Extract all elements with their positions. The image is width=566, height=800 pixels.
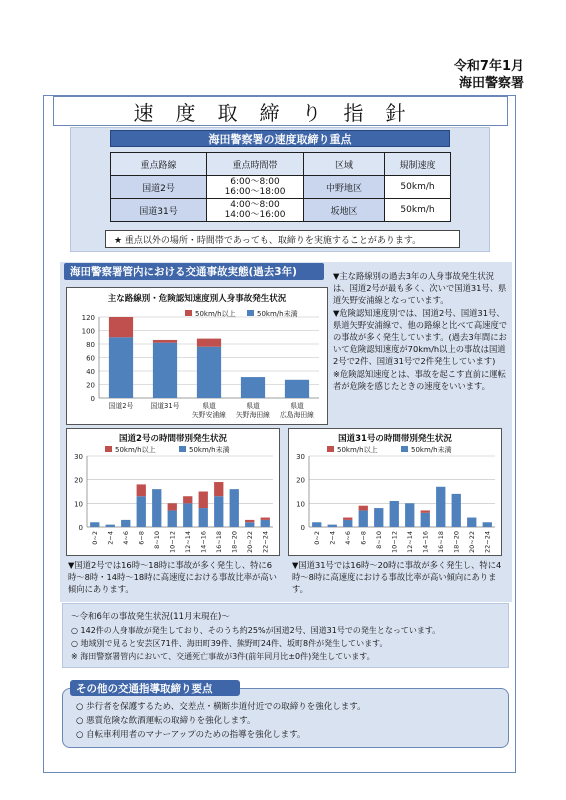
route-cell: 国道31号 xyxy=(111,199,207,222)
route-cell: 国道2号 xyxy=(111,176,207,199)
bar-segment xyxy=(261,520,270,527)
accident-heading: 海田警察署管内における交通事故実態(過去3年) xyxy=(64,263,324,280)
station-name: 海田警察署 xyxy=(458,76,524,91)
x-tick-label: 広島海田線 xyxy=(280,411,314,419)
bar-segment xyxy=(137,496,146,527)
route-chart-svg xyxy=(67,288,327,424)
issue-date: 令和7年1月 xyxy=(453,59,524,74)
legend-label: 50km/h未満 xyxy=(189,446,230,454)
y-tick-label: 10 xyxy=(296,500,305,509)
x-tick-label: 20~22 xyxy=(245,531,254,553)
x-tick-label: 20~22 xyxy=(467,531,476,553)
area-cell: 坂地区 xyxy=(304,199,385,222)
x-tick-label: 10~12 xyxy=(168,531,177,553)
bar-segment xyxy=(390,501,399,527)
bar-segment xyxy=(106,525,115,527)
y-tick-label: 20 xyxy=(296,476,305,485)
enforcement-item: ○ 自転車利用者のマナーアップのための指導を強化します。 xyxy=(76,730,306,740)
status-item: ○ 142件の人身事故が発生しており、そのうち約25%が国道2号、国道31号での発生となっています。 xyxy=(71,626,441,635)
bar-segment xyxy=(197,347,221,398)
chart-title: 国道31号の時間帯別発生状況 xyxy=(338,434,452,444)
route2-chart xyxy=(66,428,280,556)
bar-segment xyxy=(483,522,492,527)
bar-segment xyxy=(109,317,133,337)
enforcement-item: ○ 悪質危険な飲酒運転の取締りを強化します。 xyxy=(76,716,256,726)
status-section xyxy=(62,603,509,668)
x-tick-label: 6~8 xyxy=(137,531,146,545)
x-tick-label: 0~2 xyxy=(90,531,99,545)
col-area: 区域 xyxy=(304,153,385,176)
bar-segment xyxy=(197,339,221,347)
time-slot-1: 4:00～8:00 xyxy=(230,200,280,210)
x-tick-label: 22~24 xyxy=(483,531,492,553)
time-slot-1: 6:00～8:00 xyxy=(230,177,280,187)
x-tick-label: 矢野安浦線 xyxy=(192,411,226,419)
route31-chart-svg xyxy=(289,429,501,555)
x-tick-label: 12~14 xyxy=(183,531,192,553)
bar-segment xyxy=(359,506,368,511)
bar-segment xyxy=(285,380,309,398)
x-tick-label: 14~16 xyxy=(199,531,208,553)
route2-chart-svg xyxy=(67,429,279,555)
x-tick-label: 18~20 xyxy=(452,531,461,553)
legend-swatch xyxy=(401,446,408,452)
x-tick-label: 16~18 xyxy=(214,531,223,553)
time-cell xyxy=(207,176,304,199)
x-tick-label: 12~14 xyxy=(405,531,414,553)
bar-segment xyxy=(452,494,461,527)
y-tick-label: 30 xyxy=(74,453,83,461)
area-cell: 中野地区 xyxy=(304,176,385,199)
bar-segment xyxy=(90,522,99,527)
route2-caption: ▼国道2号では16時～18時に事故が多く発生し、特に6時～8時・14時～18時に高速度における事故比率が高い傾向にあります。 xyxy=(68,560,277,594)
focus-note: ★ 重点以外の場所・時間帯であっても、取締りを実施することがあります。 xyxy=(105,230,460,248)
bar-segment xyxy=(168,510,177,527)
col-time: 重点時間帯 xyxy=(207,153,304,176)
bar-segment xyxy=(343,520,352,527)
x-tick-label: 10~12 xyxy=(390,531,399,553)
y-tick-label: 20 xyxy=(74,476,83,485)
bar-segment xyxy=(183,503,192,527)
enforcement-item: ○ 歩行者を保護するため、交差点・横断歩道付近での取締りを強化します。 xyxy=(76,702,366,712)
legend-swatch xyxy=(247,310,254,316)
x-tick-label: 県道 xyxy=(202,402,216,410)
bar-segment xyxy=(467,518,476,527)
legend-swatch xyxy=(105,446,112,452)
y-tick-label: 0 xyxy=(78,524,83,532)
x-tick-label: 2~4 xyxy=(106,531,115,545)
y-tick-label: 120 xyxy=(81,314,95,322)
bar-segment xyxy=(153,340,177,343)
bar-segment xyxy=(421,513,430,527)
x-tick-label: 8~10 xyxy=(374,531,383,549)
y-tick-label: 40 xyxy=(86,368,95,376)
legend-label: 50km/h未満 xyxy=(257,310,298,318)
x-tick-label: 矢野海田線 xyxy=(236,411,270,419)
bar-segment xyxy=(421,510,430,512)
chart-title: 主な路線別・危険認知速度別人身事故発生状況 xyxy=(107,294,287,304)
y-tick-label: 80 xyxy=(86,341,95,349)
y-tick-label: 20 xyxy=(86,381,95,390)
x-tick-label: 4~6 xyxy=(343,531,352,545)
x-tick-label: 0~2 xyxy=(312,531,321,545)
legend-swatch xyxy=(327,446,334,452)
bar-segment xyxy=(153,343,177,398)
table-header-row xyxy=(111,153,451,176)
bar-segment xyxy=(214,496,223,527)
legend-swatch xyxy=(179,446,186,452)
bar-segment xyxy=(199,508,208,527)
limit-cell: 50km/h xyxy=(385,176,451,199)
legend-label: 50km/h以上 xyxy=(195,310,236,318)
bar-segment xyxy=(241,377,265,398)
time-slot-2: 14:00～16:00 xyxy=(224,210,286,220)
bar-segment xyxy=(168,503,177,510)
route-chart xyxy=(66,287,328,425)
legend-label: 50km/h以上 xyxy=(115,446,156,454)
bar-segment xyxy=(374,508,383,527)
bar-segment xyxy=(137,484,146,496)
x-tick-label: 国道2号 xyxy=(108,402,134,410)
legend-swatch xyxy=(185,310,192,316)
route31-caption: ▼国道31号では16時～20時に事故が多く発生し、特に4時～8時に高速度における事故比率が高い傾向にあります。 xyxy=(292,560,502,594)
x-tick-label: 4~6 xyxy=(121,531,130,545)
bar-segment xyxy=(199,492,208,509)
status-heading: ～令和6年の事故発生状況(11月末現在)～ xyxy=(71,612,230,622)
bar-segment xyxy=(312,522,321,527)
status-item: ○ 地域別で見ると安芸区71件、海田町39件、熊野町24件、坂町8件が発生しています。 xyxy=(71,639,388,648)
legend-label: 50km/h以上 xyxy=(337,446,378,454)
x-tick-label: 県道 xyxy=(290,402,304,410)
x-tick-label: 16~18 xyxy=(436,531,445,553)
time-cell xyxy=(207,199,304,222)
y-tick-label: 30 xyxy=(296,453,305,461)
x-tick-label: 6~8 xyxy=(359,531,368,545)
bar-segment xyxy=(121,520,130,527)
bar-segment xyxy=(183,496,192,503)
desc-paragraph: ▼危険認知速度別では、国道2号、国道31号、県道矢野安浦線で、他の路線と比べて高速度での事故が多く発生しています。(過去3年間において危険認知速度が70km/h以上の事故は国道2号で2件、国道31号で2件発生しています) xyxy=(333,307,508,367)
bar-segment xyxy=(328,525,337,527)
bar-segment xyxy=(245,522,254,527)
y-tick-label: 10 xyxy=(74,500,83,509)
time-slot-2: 16:00～18:00 xyxy=(224,187,286,197)
desc-paragraph: ▼主な路線別の過去3年の人身事故発生状況は、国道2号が最も多く、次いで国道31号、県道矢野安浦線となっています。 xyxy=(333,271,507,306)
page-title: 速度取締り指針 xyxy=(53,96,508,126)
x-tick-label: 22~24 xyxy=(261,531,270,553)
col-route: 重点路線 xyxy=(111,153,207,176)
status-item: ※ 海田警察署管内において、交通死亡事故が3件(前年同月比±0件)発生しています。 xyxy=(71,652,375,661)
bar-segment xyxy=(214,482,223,496)
x-tick-label: 14~16 xyxy=(421,531,430,553)
y-tick-label: 60 xyxy=(86,354,95,363)
x-tick-label: 8~10 xyxy=(152,531,161,549)
x-tick-label: 2~4 xyxy=(328,531,337,545)
bar-segment xyxy=(343,518,352,520)
bar-segment xyxy=(405,503,414,527)
bar-segment xyxy=(230,489,239,527)
table-row xyxy=(111,199,451,222)
bar-segment xyxy=(109,337,133,398)
bar-segment xyxy=(436,487,445,527)
y-tick-label: 0 xyxy=(300,524,305,532)
bar-segment xyxy=(359,510,368,527)
focus-heading: 海田警察署の速度取締り重点 xyxy=(110,130,450,147)
table-row xyxy=(111,176,451,199)
y-tick-label: 100 xyxy=(81,327,95,336)
limit-cell: 50km/h xyxy=(385,199,451,222)
enforcement-heading: その他の交通指導取締り要点 xyxy=(70,680,240,696)
accident-description xyxy=(333,270,509,392)
x-tick-label: 国道31号 xyxy=(150,402,180,410)
desc-paragraph: ※危険認知速度とは、事故を起こす直前に運転者が危険を感じたときの速度をいいます。 xyxy=(333,368,506,391)
bar-segment xyxy=(152,489,161,527)
x-tick-label: 18~20 xyxy=(230,531,239,553)
bar-segment xyxy=(261,518,270,520)
focus-table xyxy=(110,152,451,222)
legend-label: 50km/h未満 xyxy=(411,446,452,454)
chart-title: 国道2号の時間帯別発生状況 xyxy=(119,434,227,444)
route31-chart xyxy=(288,428,502,556)
col-limit: 規制速度 xyxy=(385,153,451,176)
bar-segment xyxy=(245,520,254,522)
y-tick-label: 0 xyxy=(90,395,95,403)
x-tick-label: 県道 xyxy=(246,402,260,410)
